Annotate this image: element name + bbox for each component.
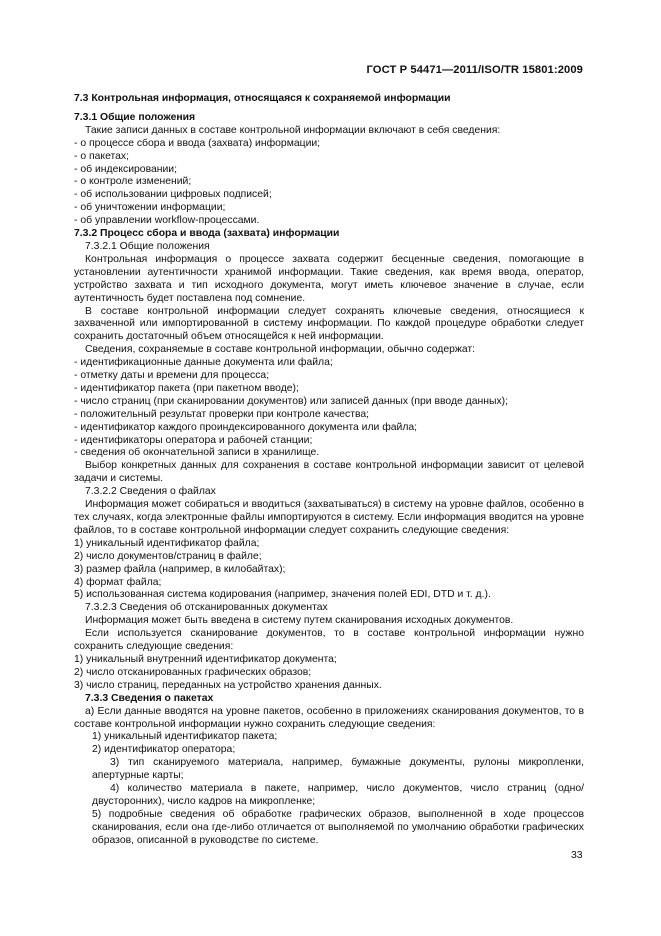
list-item: - о контроле изменений;: [74, 176, 192, 188]
section-7-3-2-2-list: [74, 538, 584, 603]
section-7-3-3-title: 7.3.3 Сведения о пакетах: [85, 692, 214, 704]
list-item: 4) формат файла;: [74, 576, 162, 588]
list-item: - о процессе сбора и ввода (захвата) информации;: [74, 137, 321, 149]
list-item-text: 3) тип сканируемого материала, например, бумажные документы, рулоны микропленки, апертурные карты;: [92, 757, 584, 782]
section-7-3-2-title: 7.3.2 Процесс сбора и ввода (захвата) информации: [74, 228, 340, 240]
section-7-3-1-title: 7.3.1 Общие положения: [74, 111, 196, 123]
list-item: [74, 783, 584, 809]
section-7-3-title: 7.3 Контрольная информация, относящаяся к сохраняемой информации: [74, 93, 451, 104]
list-item: [74, 809, 584, 848]
list-item: 2) идентификатор оператора;: [92, 744, 236, 756]
paragraph: Если используется сканирование документов, то в составе контрольной информации нужно сохранить следующие сведения:: [74, 628, 584, 653]
list-item: - число страниц (при сканировании документов) или записей данных (при вводе данных);: [74, 395, 509, 407]
list-item: - положительный результат проверки при контроле качества;: [74, 408, 370, 420]
list-item: 1) уникальный идентификатор файла;: [74, 537, 260, 549]
list-item: [74, 757, 584, 783]
list-item: 2) число отсканированных графических образов;: [74, 666, 312, 678]
list-item: - о пакетах;: [74, 150, 130, 162]
list-item: - идентификатор каждого проиндексированного документа или файла;: [74, 421, 418, 433]
list-item: - об управлении workflow-процессами.: [74, 215, 260, 227]
list-item-text: 5) подробные сведения об обработке графических образов, выполненной в ходе процессов сканирования, если она где-либо отличается от выполняемой по умолчанию обработки графических образов, описанной в руководстве по системе.: [92, 808, 584, 846]
list-item: - сведения об окончательной записи в хранилище.: [74, 447, 320, 459]
paragraph: а) Если данные вводятся на уровне пакетов, особенно в приложениях сканирования документов, то в составе контрольной информации нужно сохранить следующие сведения:: [74, 705, 584, 730]
list-item: 5) использованная система кодирования (например, значения полей EDI, DTD и т. д.).: [74, 589, 491, 601]
list-item: 3) число страниц, переданных на устройство хранения данных.: [74, 679, 382, 691]
section-7-3-3-list: [74, 731, 584, 847]
list-item: - идентификаторы оператора и рабочей станции;: [74, 434, 313, 446]
document-body: [74, 93, 584, 848]
paragraph: Информация может собираться и вводиться (захватываться) в систему на уровне файлов, особенно в тех случаях, когда электронные файлы импортируются в систему. Если информация вводится на уровне файлов, то в составе контрольной информации следует сохранить следующие сведения:: [74, 499, 584, 536]
list-item: 1) уникальный идентификатор пакета;: [92, 731, 278, 743]
paragraph: Выбор конкретных данных для сохранения в составе контрольной информации зависит от целевой задачи и системы.: [74, 460, 584, 485]
section-7-3-2-3-title: 7.3.2.3 Сведения об отсканированных документах: [85, 602, 328, 614]
list-item: 3) размер файла (например, в килобайтах);: [74, 563, 286, 575]
section-7-3-1-list: [74, 138, 584, 228]
section-7-3-2-1-title: 7.3.2.1 Общие положения: [85, 240, 210, 252]
list-item: - идентификационные данные документа или файла;: [74, 357, 333, 369]
list-item: - об индексировании;: [74, 163, 177, 175]
list-item-text: 4) количество материала в пакете, например, число документов, число страниц (одно/двусторонних), число кадров на микропленке;: [92, 783, 584, 807]
section-7-3-2-2-title: 7.3.2.2 Сведения о файлах: [85, 486, 216, 498]
paragraph: Информация может быть введена в систему путем сканирования исходных документов.: [85, 615, 514, 627]
section-7-3-1-intro: Такие записи данных в составе контрольной информации включают в себя сведения:: [85, 124, 501, 136]
paragraph: Сведения, сохраняемые в составе контрольной информации, обычно содержат:: [85, 344, 476, 356]
document-header: ГОСТ Р 54471—2011/ISO/TR 15801:2009: [366, 64, 583, 76]
section-7-3-2-1-list: [74, 357, 584, 460]
list-item: - идентификатор пакета (при пакетном вводе);: [74, 382, 299, 394]
section-7-3-2-3-list: [74, 654, 584, 693]
list-item: - об использовании цифровых подписей;: [74, 189, 272, 201]
paragraph: В составе контрольной информации следует сохранять ключевые сведения, относящиеся к захваченной или импортированной в систему информации. По каждой процедуре обработки следует сохранить достаточный объем относящейся к ней информации.: [74, 305, 584, 343]
list-item: 2) число документов/страниц в файле;: [74, 550, 262, 562]
paragraph: Контрольная информация о процессе захвата содержит бесценные сведения, помогающие в установлении аутентичности хранимой информации. Такие сведения, как время ввода, оператор, устройство захвата и тип исходного документа, могут иметь ключевое значение в случае, если аутентичность будет поставлена под сомнение.: [74, 253, 584, 304]
list-item: - отметку даты и времени для процесса;: [74, 370, 270, 382]
list-item: 1) уникальный внутренний идентификатор документа;: [74, 653, 337, 665]
list-item: - об уничтожении информации;: [74, 202, 226, 214]
page-number: 33: [571, 850, 583, 861]
